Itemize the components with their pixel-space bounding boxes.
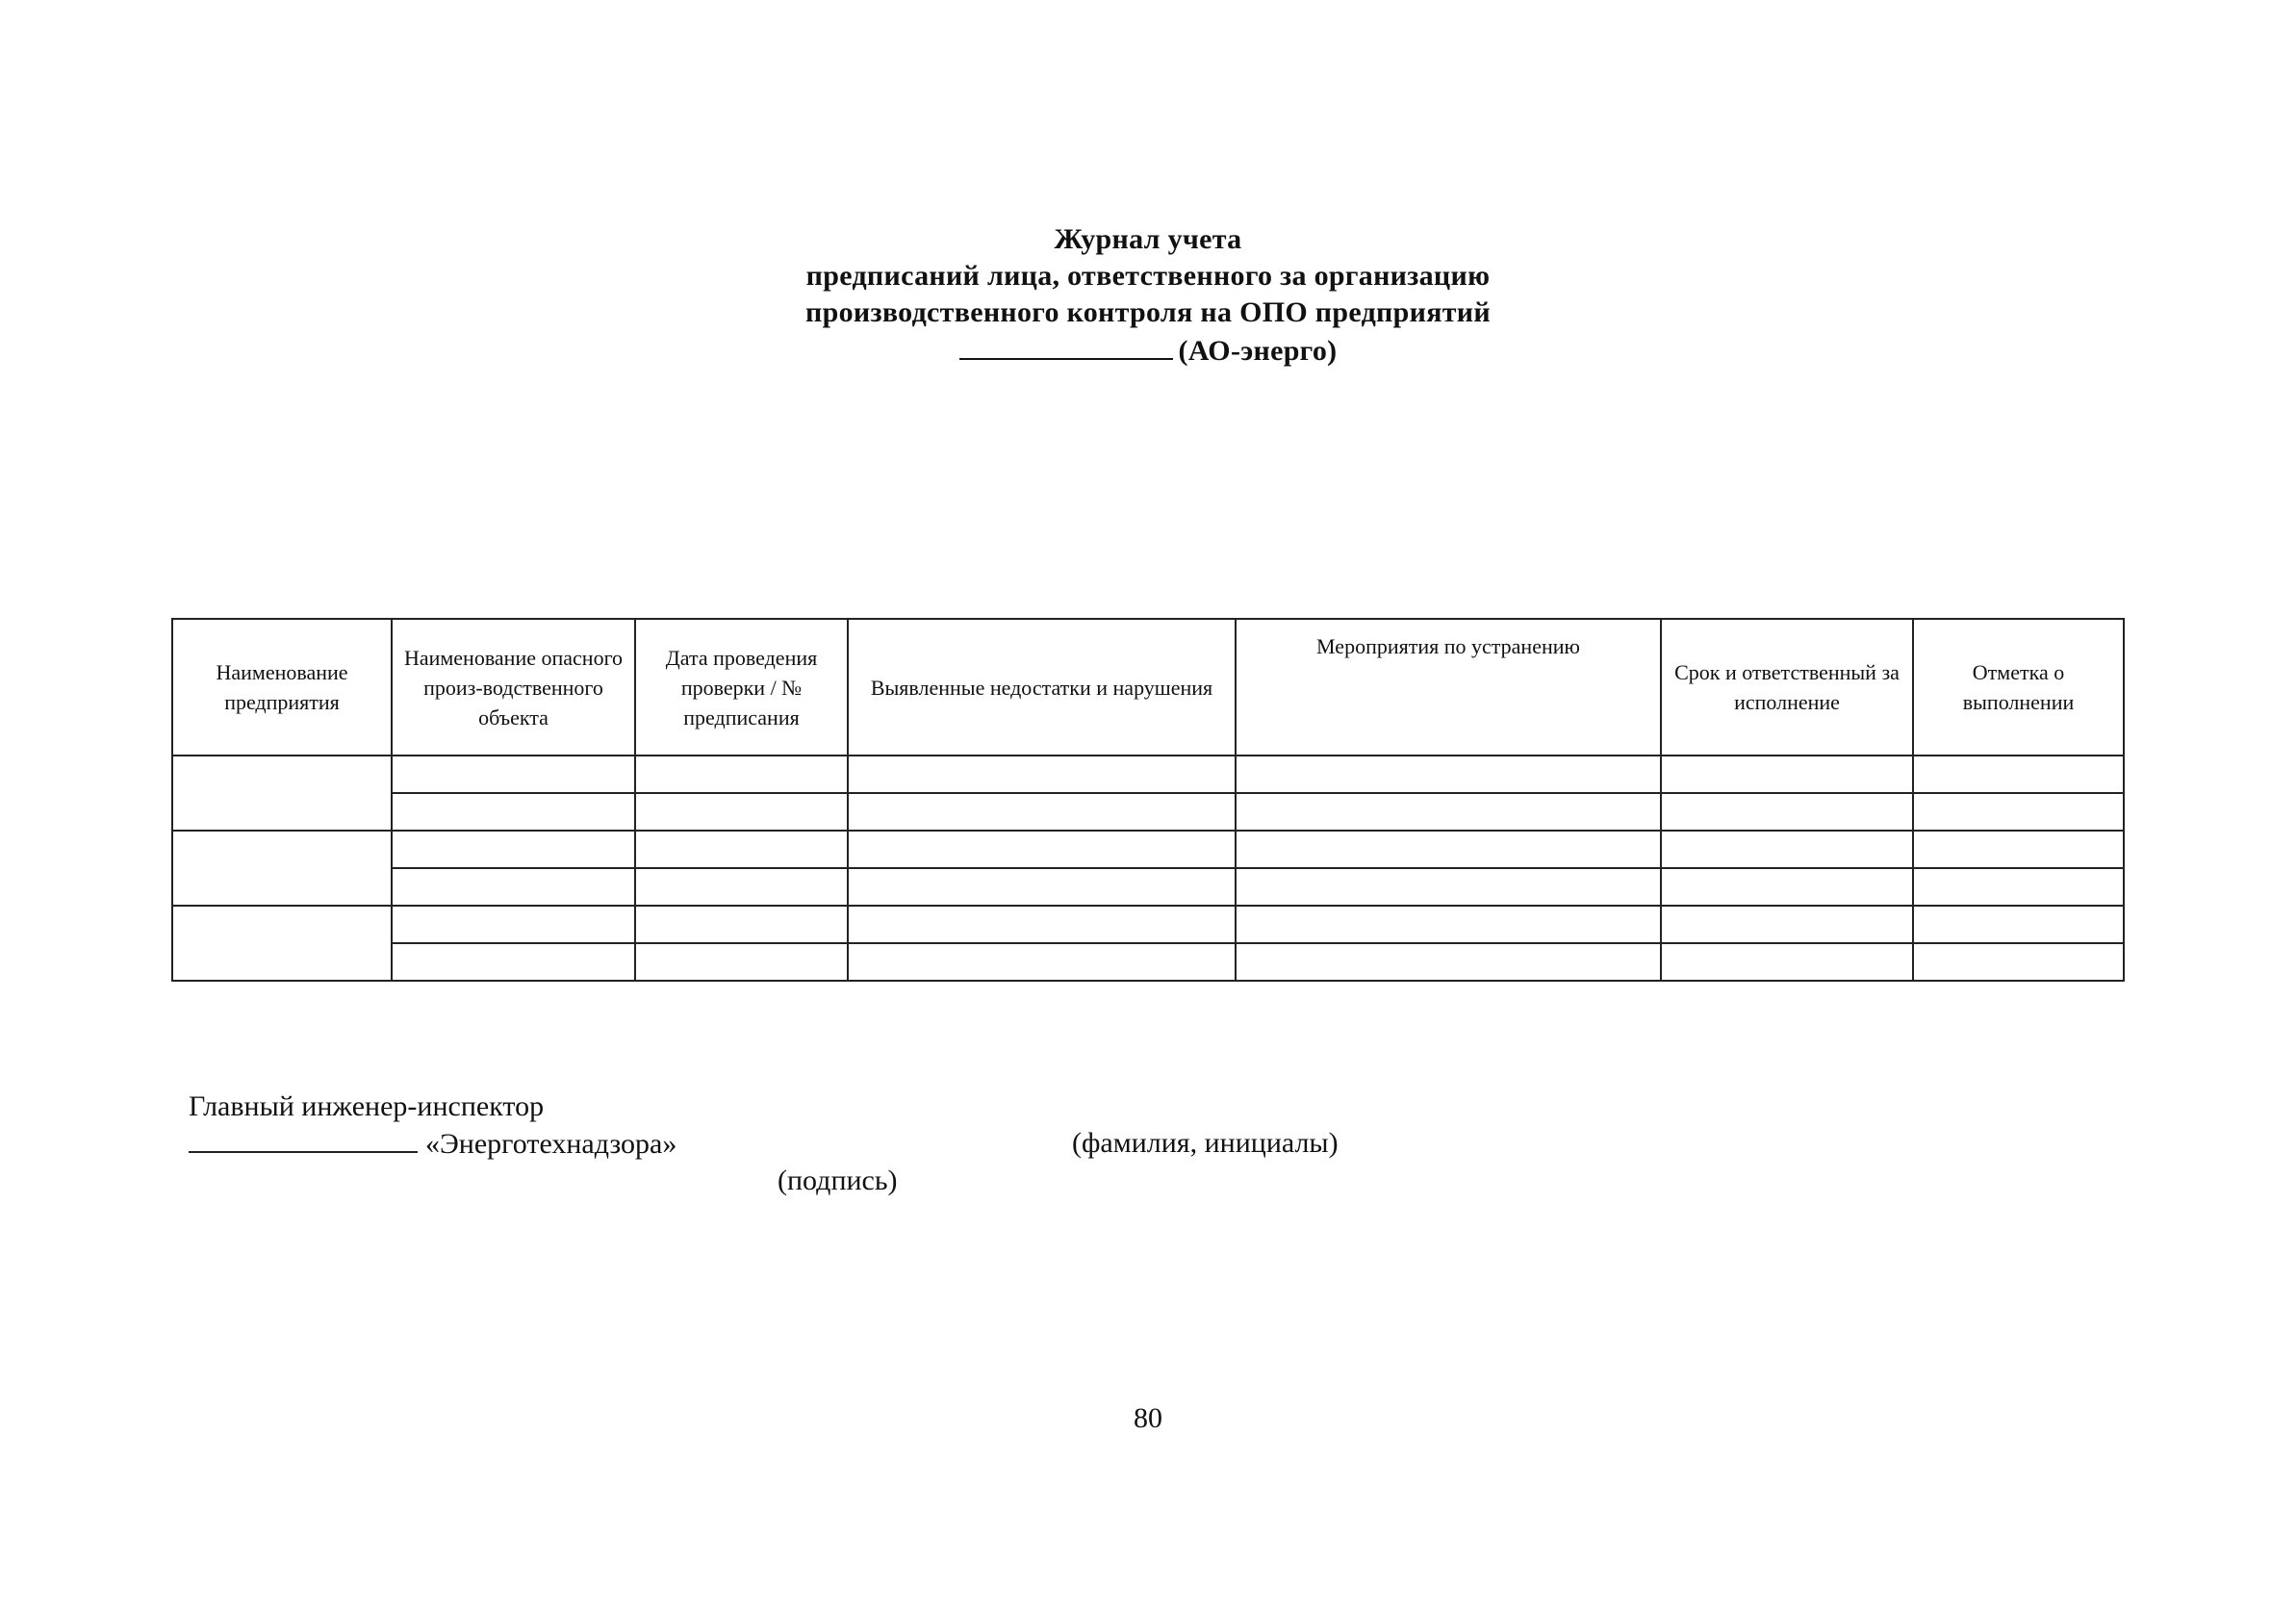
document-title [0, 221, 2296, 370]
table-cell[interactable] [635, 868, 848, 906]
table-cell[interactable] [635, 756, 848, 793]
table-row [172, 756, 2124, 793]
table-cell[interactable] [635, 906, 848, 943]
title-line-3: производственного контроля на ОПО предприятий [805, 296, 1491, 328]
header-violations: Выявленные недостатки и нарушения [848, 619, 1236, 756]
table-cell[interactable] [1236, 756, 1661, 793]
table-cell[interactable] [1236, 868, 1661, 906]
table-cell[interactable] [1236, 943, 1661, 981]
table-cell[interactable] [848, 868, 1236, 906]
table-cell[interactable] [635, 943, 848, 981]
enterprise-cell[interactable] [172, 906, 392, 981]
table-cell[interactable] [392, 756, 635, 793]
table-cell[interactable] [1661, 906, 1913, 943]
header-completion-mark: Отметка о выполнении [1913, 619, 2124, 756]
table-cell[interactable] [1236, 831, 1661, 868]
table-cell[interactable] [1236, 793, 1661, 831]
table-cell[interactable] [392, 943, 635, 981]
title-line-1: Журнал учета [1054, 223, 1242, 255]
table-cell[interactable] [848, 906, 1236, 943]
table-cell[interactable] [392, 906, 635, 943]
enterprise-cell[interactable] [172, 756, 392, 831]
table-row [172, 906, 2124, 943]
table-cell[interactable] [392, 868, 635, 906]
table-cell[interactable] [1913, 756, 2124, 793]
table-cell[interactable] [392, 793, 635, 831]
table-row [172, 831, 2124, 868]
table-cell[interactable] [1913, 943, 2124, 981]
header-inspection-date: Дата проведения проверки / № предписания [635, 619, 848, 756]
table-cell[interactable] [1661, 943, 1913, 981]
table-cell[interactable] [1661, 868, 1913, 906]
table-cell[interactable] [848, 793, 1236, 831]
header-facility-name: Наименование опасного произ-водственного объекта [392, 619, 635, 756]
header-enterprise-name: Наименование предприятия [172, 619, 392, 756]
table-cell[interactable] [635, 793, 848, 831]
table-cell[interactable] [1661, 756, 1913, 793]
page-number: 80 [1134, 1402, 1162, 1434]
name-caption: (фамилия, инициалы) [1072, 1127, 1339, 1159]
table-cell[interactable] [1913, 868, 2124, 906]
table-header-row [172, 619, 2124, 756]
table-cell[interactable] [1236, 906, 1661, 943]
title-line-2: предписаний лица, ответственного за организацию [805, 260, 1491, 292]
table-cell[interactable] [1913, 831, 2124, 868]
table-cell[interactable] [1913, 906, 2124, 943]
signature-blank[interactable] [189, 1126, 418, 1153]
signature-caption: (подпись) [778, 1165, 898, 1196]
table-row [172, 943, 2124, 981]
header-deadline-responsible: Срок и ответственный за исполнение [1661, 619, 1913, 756]
table-cell[interactable] [1913, 793, 2124, 831]
table-cell[interactable] [1661, 793, 1913, 831]
table-row [172, 868, 2124, 906]
signature-line [189, 1126, 676, 1162]
table-cell[interactable] [1661, 831, 1913, 868]
table-row [172, 793, 2124, 831]
table-cell[interactable] [392, 831, 635, 868]
table-cell[interactable] [848, 831, 1236, 868]
table-cell[interactable] [635, 831, 848, 868]
title-org-type: (АО-энерго) [1178, 335, 1338, 367]
signatory-role: Главный инженер-инспектор [189, 1090, 545, 1122]
enterprise-cell[interactable] [172, 831, 392, 906]
signatory-organization: «Энерготехнадзора» [425, 1128, 677, 1160]
header-measures: Мероприятия по устранению [1236, 619, 1661, 756]
table-cell[interactable] [848, 756, 1236, 793]
table-cell[interactable] [848, 943, 1236, 981]
title-line-4 [0, 331, 2296, 370]
journal-table [171, 618, 2125, 982]
title-fill-blank[interactable] [959, 331, 1173, 360]
